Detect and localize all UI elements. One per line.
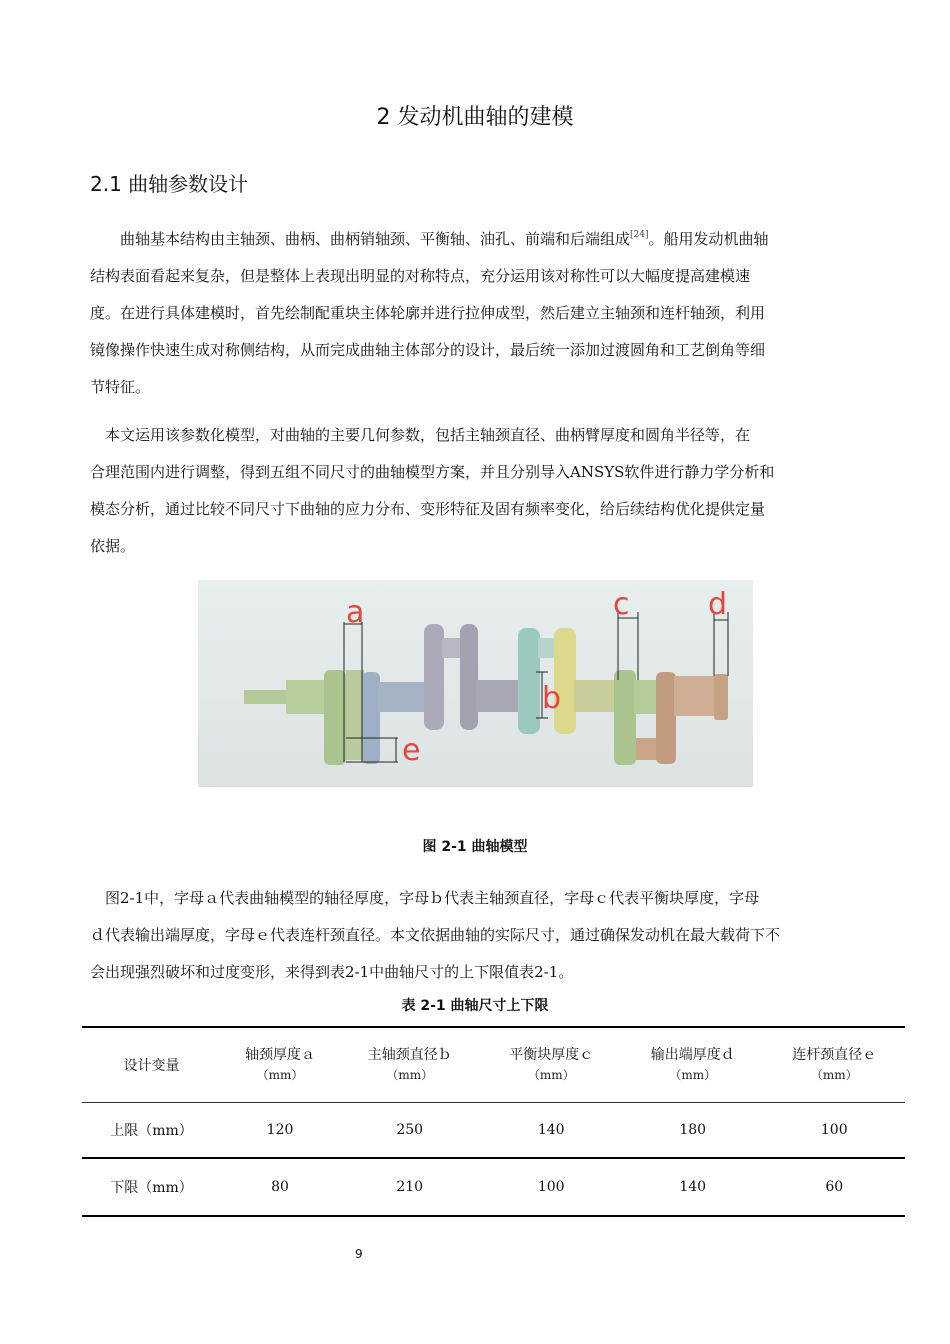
dimension-label-c: c bbox=[613, 587, 630, 622]
paragraph-structure bbox=[90, 217, 865, 406]
table-cell: 180 bbox=[679, 1121, 707, 1138]
table-header-cell: 平衡块厚度ｃ （mm） bbox=[509, 1046, 594, 1082]
table-corner-cell: 设计变量 bbox=[123, 1057, 180, 1074]
table-caption: 表 2-1 曲轴尺寸上下限 bbox=[401, 998, 549, 1014]
main-journal bbox=[476, 680, 520, 712]
paragraph-line: 会出现强烈破坏和过度变形，来得到表2-1中曲轴尺寸的上下限值表2-1。 bbox=[90, 963, 574, 981]
paragraph-text: 。船用发动机曲轴 bbox=[648, 230, 769, 248]
counterweight bbox=[614, 670, 636, 765]
dimension-label-a: a bbox=[346, 595, 365, 630]
figure-caption: 图 2-1 曲轴模型 bbox=[422, 839, 528, 855]
paragraph-figure-explanation bbox=[90, 880, 865, 991]
table-cell: 250 bbox=[396, 1121, 424, 1138]
crank-web bbox=[362, 672, 380, 764]
table-cell: 120 bbox=[266, 1121, 294, 1138]
table-cell: 140 bbox=[537, 1121, 565, 1138]
crank-web bbox=[346, 670, 364, 760]
paragraph-line: ｄ代表输出端厚度，字母ｅ代表连杆颈直径。本文依据曲轴的实际尺寸，通过确保发动机在最大载荷下不 bbox=[90, 926, 781, 944]
table-header-cell: 输出端厚度ｄ （mm） bbox=[650, 1046, 735, 1082]
paragraph-line bbox=[90, 217, 865, 258]
paragraph-line: 本文运用该参数化模型，对曲轴的主要几何参数，包括主轴颈直径、曲柄臂厚度和圆角半径等，在 bbox=[90, 426, 751, 444]
paragraph-text: 曲轴基本结构由主轴颈、曲柄、曲柄销轴颈、平衡轴、油孔、前端和后端组成 bbox=[120, 230, 631, 248]
dimension-label-b: b bbox=[542, 681, 562, 716]
crank-web bbox=[460, 624, 478, 730]
crankpin bbox=[538, 638, 556, 658]
paragraph-line: 模态分析，通过比较不同尺寸下曲轴的应力分布、变形特征及固有频率变化，给后续结构优化提供定量 bbox=[90, 500, 766, 518]
table-header-cell: 连杆颈直径ｅ （mm） bbox=[792, 1046, 877, 1082]
paragraph-line: 镜像操作快速生成对称侧结构，从而完成曲轴主体部分的设计，最后统一添加过渡圆角和工艺倒角等细 bbox=[90, 341, 766, 359]
page-number: 9 bbox=[355, 1247, 363, 1261]
output-flange bbox=[674, 676, 718, 716]
table-cell: 60 bbox=[825, 1179, 844, 1195]
output-end bbox=[714, 674, 728, 720]
chapter-title: 2 发动机曲轴的建模 bbox=[376, 105, 574, 130]
front-journal bbox=[286, 680, 326, 714]
section-title: 2.1 曲轴参数设计 bbox=[90, 172, 249, 196]
dimension-label-e: e bbox=[402, 733, 421, 768]
paragraph-parameters bbox=[90, 417, 865, 565]
table-header-cell: 轴颈厚度ａ （mm） bbox=[245, 1046, 316, 1082]
paragraph-line: 依据。 bbox=[90, 537, 136, 555]
table-cell: 210 bbox=[396, 1179, 424, 1195]
paragraph-line: 结构表面看起来复杂，但是整体上表现出明显的对称特点，充分运用该对称性可以大幅度提高建模速 bbox=[90, 267, 751, 285]
main-journal bbox=[634, 680, 656, 714]
paragraph-line: 度。在进行具体建模时，首先绘制配重块主体轮廓并进行拉伸成型，然后建立主轴颈和连杆轴颈，利用 bbox=[90, 304, 766, 322]
dimension-limits-table bbox=[82, 1026, 905, 1217]
row-label: 下限（mm） bbox=[110, 1180, 193, 1196]
table-cell: 80 bbox=[271, 1179, 289, 1195]
crank-web bbox=[424, 624, 444, 730]
table-row bbox=[82, 1102, 905, 1158]
crank-web bbox=[656, 672, 676, 764]
dimension-label-d: d bbox=[708, 587, 728, 622]
paragraph-line: 节特征。 bbox=[90, 378, 151, 396]
crankpin bbox=[636, 738, 658, 760]
table-cell: 100 bbox=[537, 1179, 565, 1195]
row-label: 上限（mm） bbox=[110, 1122, 193, 1139]
table-header-cell: 主轴颈直径ｂ （mm） bbox=[367, 1046, 452, 1082]
crankpin bbox=[442, 638, 462, 658]
table-header-row bbox=[82, 1027, 905, 1102]
crankshaft-figure bbox=[198, 580, 753, 787]
main-journal bbox=[574, 680, 616, 712]
crank-web bbox=[324, 670, 346, 765]
paragraph-line: 图2-1中，字母ａ代表曲轴模型的轴径厚度，字母ｂ代表主轴颈直径，字母ｃ代表平衡块厚度，字母 bbox=[90, 889, 760, 907]
citation-ref: [24] bbox=[630, 230, 649, 240]
main-journal bbox=[378, 682, 426, 712]
table-cell: 140 bbox=[679, 1179, 707, 1195]
table-cell: 100 bbox=[820, 1121, 848, 1138]
front-shaft bbox=[244, 690, 289, 704]
table-row bbox=[82, 1158, 905, 1216]
paragraph-line: 合理范围内进行调整，得到五组不同尺寸的曲轴模型方案，并且分别导入ANSYS软件进行静力学分析和 bbox=[90, 463, 775, 481]
